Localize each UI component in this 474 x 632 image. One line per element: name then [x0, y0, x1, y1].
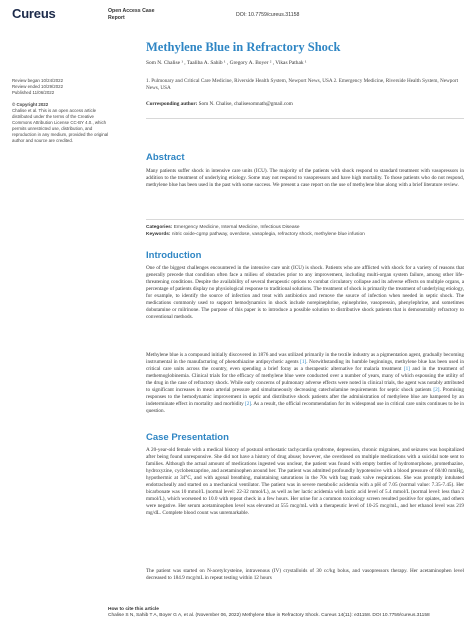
cite-heading: How to cite this article	[108, 607, 159, 612]
keywords-value: nitric oxide-cgmp pathway, overdose, vasoplegia, refractory shock, methylene blue infusion	[171, 232, 365, 237]
corresponding-value[interactable]: Som N. Chalise, chalisesomnath@gmail.com	[198, 101, 293, 107]
citation-link[interactable]: [2]	[433, 386, 440, 393]
article-type-line1: Open Access Case	[108, 8, 155, 14]
case-paragraph-2: The patient was started on N-acetylcysteine, intravenous (IV) crystalloids of 30 cc/kg bolus, and vasopressors therapy. Her acetaminophen level decreased to 184.9 mcg/mL in repeat testing within 12 hours	[146, 568, 464, 581]
article-type-line2: Report	[108, 14, 125, 21]
keywords-label: Keywords:	[146, 232, 171, 237]
cite-text: Chalise S N, Sahib T A, Boyer G A, et al. (November 06, 2022) Methylene Blue in Refractory Shock. Cureus 14(11): e31158. DOI 10.7759/cureus.31158	[108, 613, 430, 619]
introduction-paragraph-2	[146, 352, 464, 415]
article-title: Methylene Blue in Refractory Shock	[146, 40, 341, 54]
doi-link[interactable]: DOI: 10.7759/cureus.31158	[236, 12, 300, 18]
categories-value: Emergency Medicine, Internal Medicine, Infectious Disease	[173, 225, 300, 230]
divider	[146, 219, 464, 220]
affiliations: 1. Pulmonary and Critical Care Medicine, Riverside Health System, Newport News, USA 2. Emergency Medicine, Riverside Health System, Newport News, USA	[146, 78, 459, 91]
case-paragraph-1: A 20-year-old female with a medical history of postural orthostatic tachycardia syndrome, depression, chronic migraines, and seizures was hospitalized after being found unresponsive. She did not have a history of drug abuse; however, she overdosed on multiple medications with a suicidal note sent to families. Although the actual amount of medications ingested was unclear, the patient was found with empty bottles of hydromorphone, promethazine, hydroxyzine, cyclobenzaprine, and acetaminophen around her. The patient was admitted profoundly hypotensive with a blood pressure of 60/40 mmHg, hypothermic at 34°C, and with agonal breathing, maintaining saturations in the 70s with bag mask valve respirations. She was promptly intubated endotracheally and started on a mechanical ventilator. The patient was in severe metabolic acidemia with a pH of 7.05 (normal value: 7.35-7.45). Her bicarbonate was 10 mmol/L (normal level: 22-32 mmol/L), as well as her lactic acidemia with lactic acid level of 5.4 mmol/L (normal level: less than 2 mmol/L), which worsened to 10.0 with repeat check in a few hours. Her urine for a common toxicology screen resulted positive for opiates, and others were negative. Her serum acetaminophen level was elevated at 555 mcg/mL with a therapeutic level of 10-25 mcg/mL, and her ethanol level was 219 mg/dL. Complete blood count was unremarkable.	[146, 447, 464, 516]
author-list: Som N. Chalise ¹ , Taaliba A. Sahib ¹ , Gregory A. Boyer ² , Vikas Pathak ¹	[146, 60, 307, 66]
introduction-paragraph-1: One of the biggest challenges encountered in the intensive care unit (ICU) is shock. Patients who are afflicted with shock for a variety of reasons that generally precede that condition often face a milieu of obstacles prior to any improvement, including multi-organ system failure, among other life-threatening conditions. Despite the availability of several therapeutic options to combat circulatory collapse and its adverse effects on multiple organs, a percentage of patients display no physiological response to traditional solutions. The treatment of shock is primarily the treatment of underlying etiology, for example, to identify the source of infection and treat with antibiotics and remove the source of infection when needed in septic shock. The medications commonly used to support hemodynamics in shock include norepinephrine, epinephrine, vasopressin, phenylephrine, and sometimes dobutamine or milrinone. The purpose of this paper is to introduce a possible solution to distributive shock patients that is demonstrably refractory to conventional methods.	[146, 265, 464, 320]
corresponding-author	[146, 101, 293, 107]
sidebar-review-dates	[12, 78, 112, 96]
copyright-line: © Copyright 2022	[12, 102, 49, 107]
categories	[146, 225, 464, 232]
abstract-text: Many patients suffer shock in intensive care units (ICU). The majority of the patients with shock respond to standard treatment with vasopressors in addition to the treatment of underlying etiology. Some may not respond to vasopressors and have high mortality. To those patients who do not respond, methylene blue has been used in the past with some success. We present a case report on the use of methylene blue along with a brief literature review.	[146, 168, 464, 188]
intro-p2-part-a: Methylene blue is a compound initially discovered in 1876 and was utilized primarily in the textile industry as a pigmentation agent, gradually becoming instrumental in the manufacturing of phenothiazine antipsychotic agents	[146, 352, 464, 365]
corresponding-label: Corresponding author:	[146, 101, 198, 107]
sidebar-copyright	[12, 102, 112, 144]
journal-logo: Cureus	[12, 6, 56, 21]
review-began: Review began 10/24/2022	[12, 78, 64, 83]
keywords	[146, 232, 464, 239]
review-ended: Review ended 10/29/2022	[12, 84, 64, 89]
intro-p2-part-c: and in the treatment of methemoglobinemia. Clinical trials for the efficacy of methylene blue were conducted over a number of years, many of which espousing the utility of the drug in the case of refractory shock. While early concerns of pulmonary adverse effects were noted in clinical trials, the agent was notably attributed to significant increases in mean arterial pressure and simultaneously decreasing catecholamine requirements for septic shock patients	[146, 365, 464, 393]
intro-p2-part-e: . As a result, the official recommendation for its widespread use in critical care units continues to be in question.	[146, 400, 464, 414]
abstract-heading: Abstract	[146, 152, 185, 163]
intro-p2-part-d: . Promising responses to the hemodynamic improvement in septic and distributive shock patients after the administration of methylene blue are hampered by an indeterminate effect in mortality and morbidity	[146, 386, 464, 407]
article-type	[108, 8, 178, 21]
published-date: Published 11/06/2022	[12, 90, 55, 95]
divider	[146, 118, 464, 119]
citation-link[interactable]: [1]	[403, 365, 410, 372]
introduction-heading: Introduction	[146, 250, 202, 261]
categories-label: Categories:	[146, 225, 173, 230]
how-to-cite	[108, 607, 468, 619]
intro-p2-part-b: . Notwithstanding its humble beginnings, methylene blue has been used in critical care units across the country, even spending a brief foray as a therapeutic alternative for malaria treatment	[146, 358, 464, 372]
citation-link[interactable]: [2]	[245, 400, 252, 407]
citation-link[interactable]: [1]	[300, 358, 307, 365]
case-presentation-heading: Case Presentation	[146, 432, 229, 443]
license-text: Chalise et al. This is an open access article distributed under the terms of the Creative Commons Attribution License CC-BY 4.0., which permits unrestricted use, distribution, and reproduction in any medium, provided the original author and source are credited.	[12, 108, 109, 143]
